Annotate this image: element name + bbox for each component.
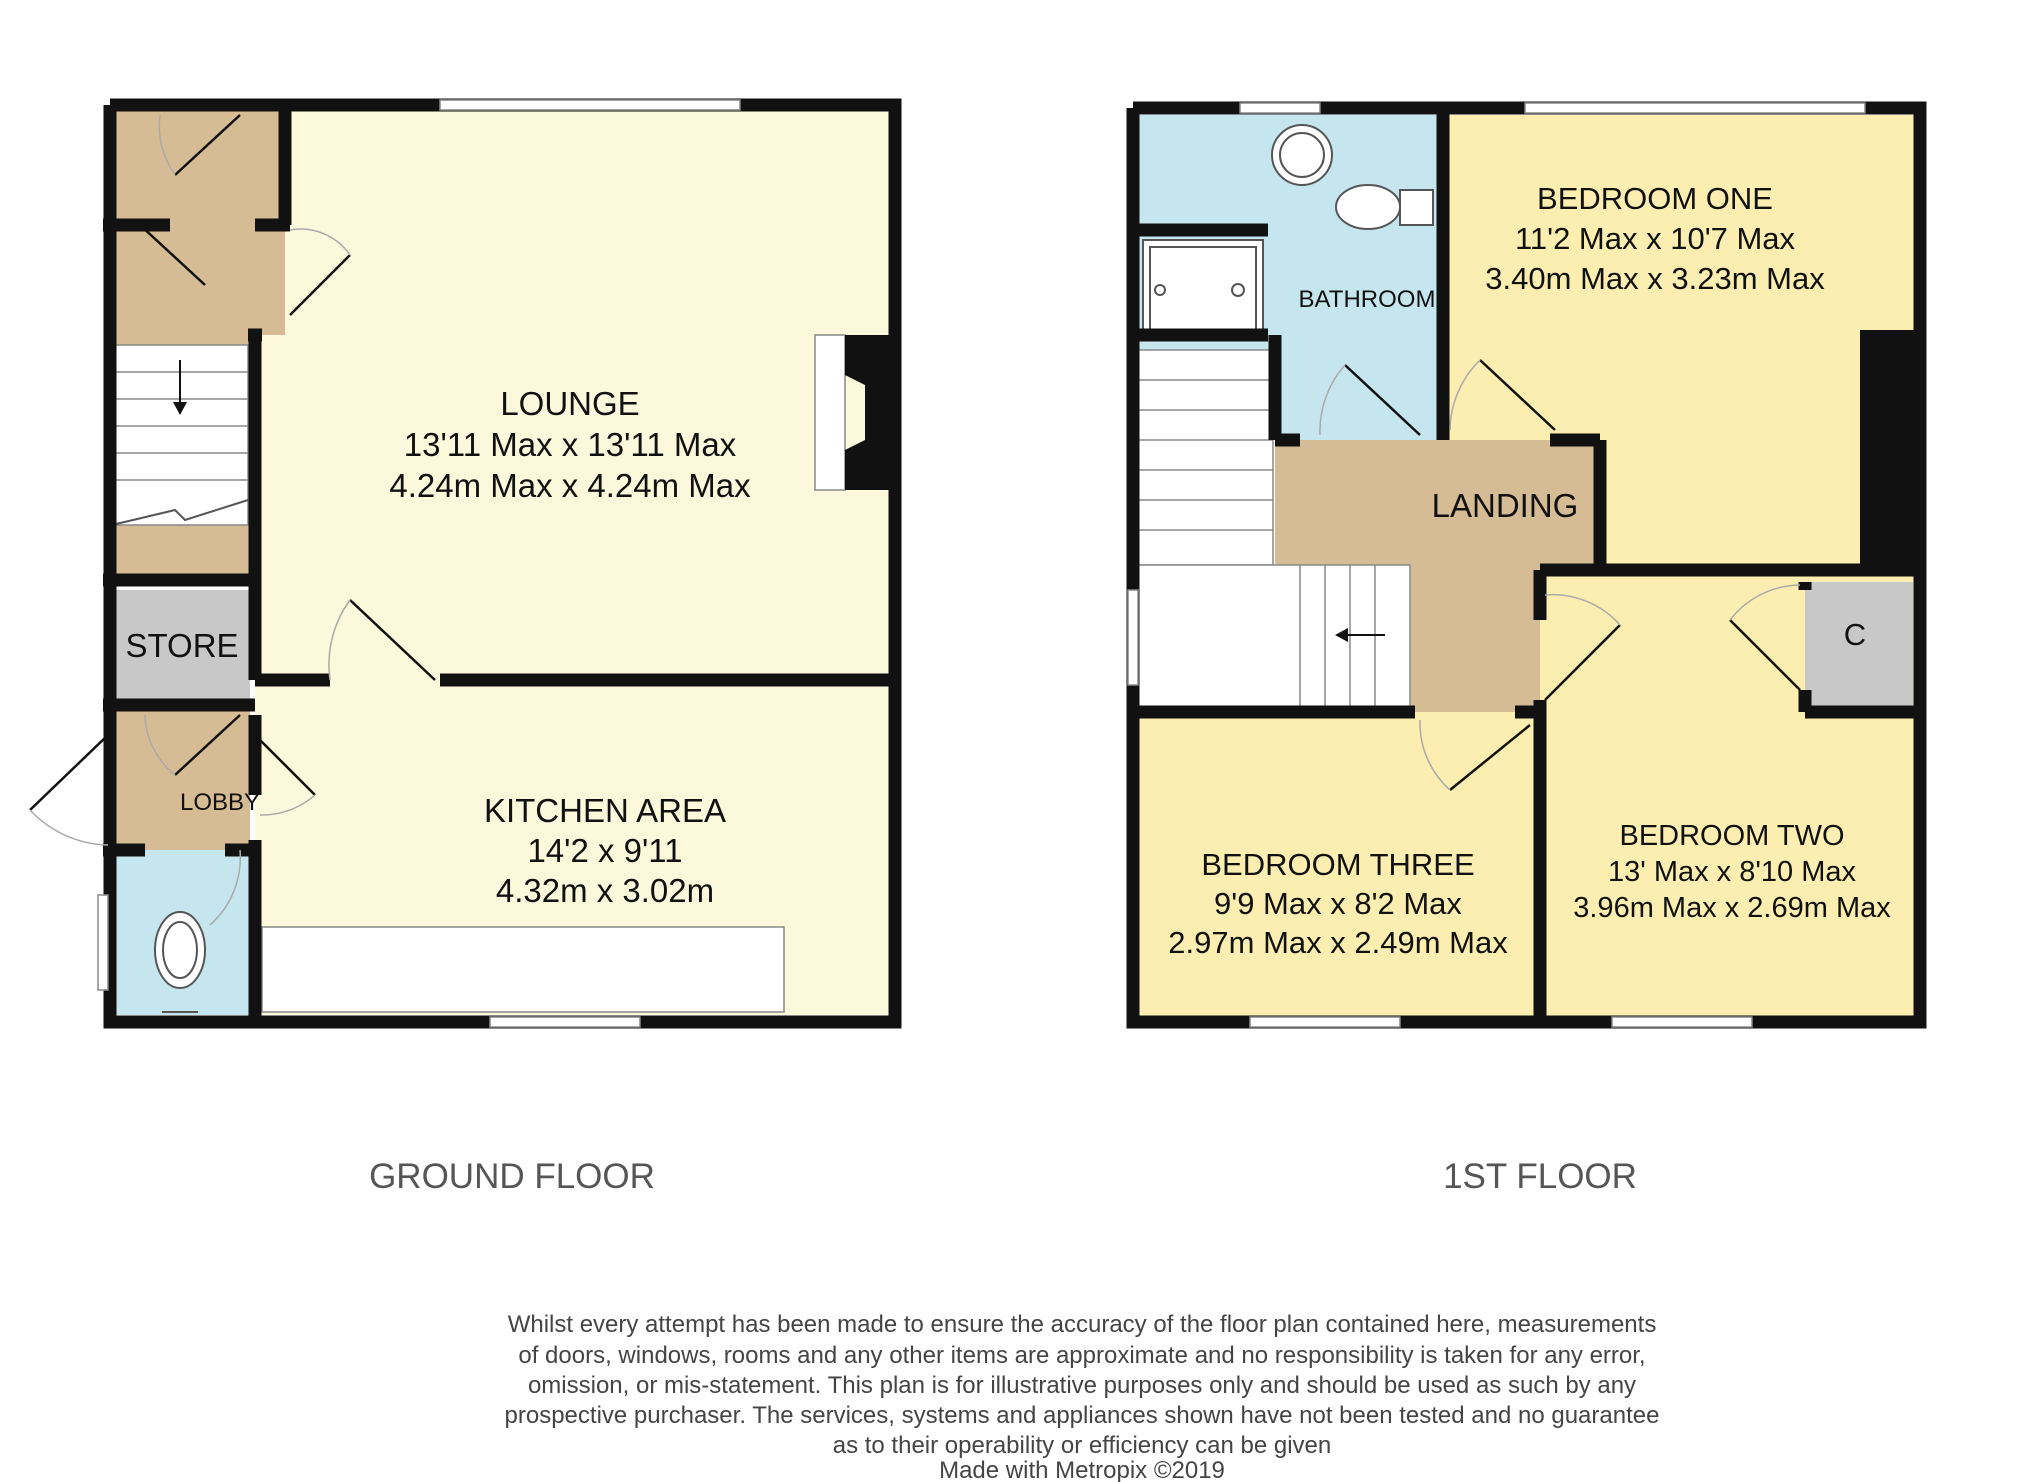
lounge-metric: 4.24m Max x 4.24m Max (389, 467, 751, 504)
ground-floor-label: GROUND FLOOR (369, 1157, 655, 1196)
ground-floor-plan (30, 100, 895, 1196)
bedroom-two-name: BEDROOM TWO (1619, 820, 1845, 852)
disclaimer-line: as to their operability or efficiency can be given (832, 1432, 1332, 1459)
disclaimer-line: omission, or mis-statement. This plan is for illustrative purposes only and should be used as such by any (527, 1372, 1637, 1399)
metropix-credit: Made with Metropix ©2019 (939, 1457, 1225, 1482)
lobby-name: LOBBY (179, 789, 261, 816)
store-name: STORE (125, 627, 239, 664)
kitchen-imperial: 14'2 x 9'11 (527, 832, 683, 869)
first-floor-label: 1ST FLOOR (1443, 1157, 1637, 1196)
first-floor-plan (1128, 103, 1920, 1196)
bedroom-three-imperial: 9'9 Max x 8'2 Max (1214, 886, 1462, 921)
lobby-room[interactable] (110, 710, 250, 850)
kitchen-name: KITCHEN AREA (483, 792, 727, 829)
bedroom-two-imperial: 13' Max x 8'10 Max (1607, 856, 1857, 888)
disclaimer (505, 1311, 1660, 1482)
disclaimer-line: of doors, windows, rooms and any other items are approximate and no responsibility is taken for any error, (518, 1342, 1646, 1369)
ground-stair-treads (112, 345, 248, 525)
lounge-imperial: 13'11 Max x 13'11 Max (403, 426, 737, 463)
bedroom-three-name: BEDROOM THREE (1201, 847, 1475, 882)
bathroom-name: BATHROOM (1298, 286, 1436, 313)
kitchen-counter (262, 927, 784, 1012)
landing-name: LANDING (1431, 487, 1579, 524)
chimney-breast (1860, 330, 1920, 575)
cupboard-name: C (1843, 617, 1867, 652)
disclaimer-line: prospective purchaser. The services, systems and appliances shown have not been tested and no guarantee (504, 1402, 1660, 1429)
lounge-name: LOUNGE (500, 385, 640, 422)
kitchen-metric: 4.32m x 3.02m (495, 872, 715, 909)
bedroom-one-metric: 3.40m Max x 3.23m Max (1485, 261, 1825, 296)
disclaimer-line: Whilst every attempt has been made to ensure the accuracy of the floor plan contained here, measurements (507, 1311, 1657, 1338)
bedroom-three-metric: 2.97m Max x 2.49m Max (1168, 925, 1508, 960)
bedroom-one-imperial: 11'2 Max x 10'7 Max (1514, 221, 1796, 256)
bedroom-two-metric: 3.96m Max x 2.69m Max (1573, 892, 1891, 924)
bedroom-one-name: BEDROOM ONE (1537, 181, 1773, 216)
